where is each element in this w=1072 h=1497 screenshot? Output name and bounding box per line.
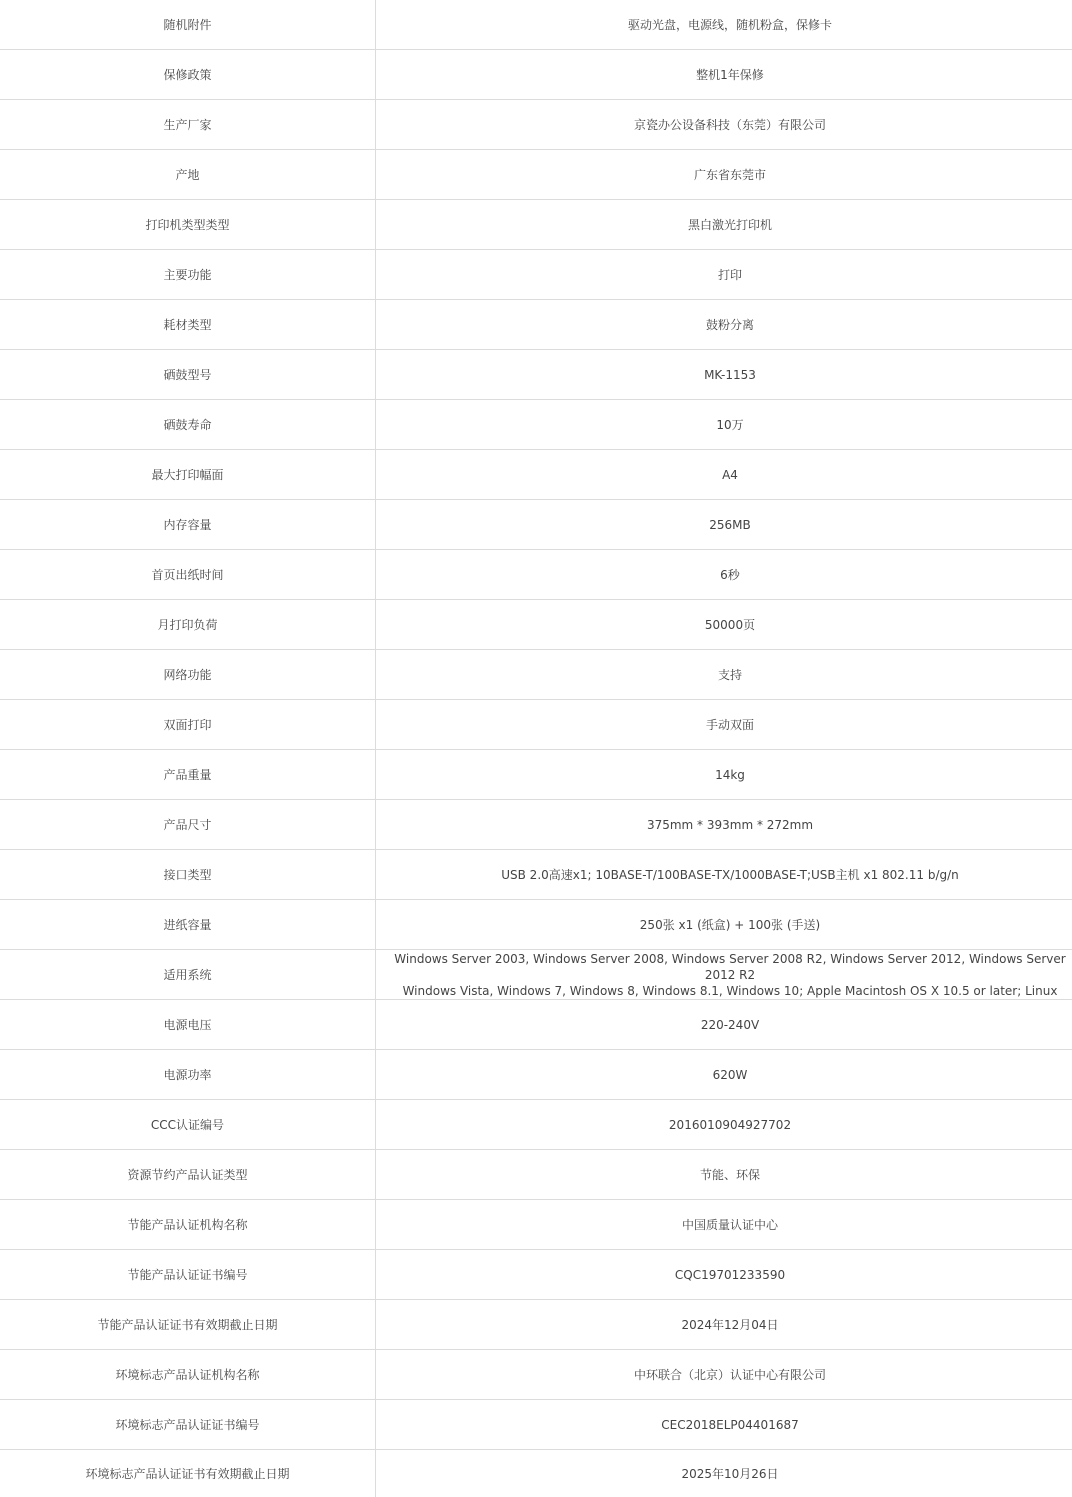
spec-value: 打印: [717, 267, 742, 282]
spec-row: [0, 900, 1072, 950]
spec-row: [0, 400, 1072, 450]
spec-row: [0, 750, 1072, 800]
spec-label: CCC认证编号: [0, 1100, 376, 1149]
spec-value: Windows Server 2003, Windows Server 2008, Windows Server 2008 R2, Windows Server 2012, Windows Server 2012 R2 Windows Vista, Windows 7, Windows 8, Windows 8.1, Windows 10; Apple Macintosh OS X 10.5 or later; Linux: [394, 951, 1066, 998]
spec-label: 硒鼓寿命: [0, 400, 376, 449]
spec-label: 资源节约产品认证类型: [0, 1150, 376, 1199]
spec-value: 整机1年保修: [696, 67, 764, 82]
spec-row: [0, 1000, 1072, 1050]
spec-row: [0, 1400, 1072, 1450]
spec-row: [0, 700, 1072, 750]
spec-label: 主要功能: [0, 250, 376, 299]
spec-label: 电源功率: [0, 1050, 376, 1099]
spec-value: 广东省东莞市: [693, 167, 766, 182]
spec-row: [0, 1200, 1072, 1250]
spec-label: 硒鼓型号: [0, 350, 376, 399]
spec-value: 黑白激光打印机: [687, 217, 772, 232]
spec-label: 节能产品认证证书有效期截止日期: [0, 1300, 376, 1349]
spec-row: [0, 150, 1072, 200]
spec-value: 50000页: [704, 617, 756, 632]
spec-value: CQC19701233590: [674, 1267, 786, 1282]
spec-label: 耗材类型: [0, 300, 376, 349]
spec-label: 环境标志产品认证证书编号: [0, 1400, 376, 1449]
spec-row: [0, 650, 1072, 700]
spec-row: [0, 1050, 1072, 1100]
spec-row: [0, 550, 1072, 600]
spec-value: 6秒: [720, 567, 740, 582]
spec-value: 14kg: [715, 767, 745, 782]
spec-value: 2024年12月04日: [681, 1317, 779, 1332]
spec-row: [0, 350, 1072, 400]
spec-value: 鼓粉分离: [705, 317, 754, 332]
spec-label: 生产厂家: [0, 100, 376, 149]
spec-value: 京瓷办公设备科技（东莞）有限公司: [633, 117, 826, 132]
spec-row: [0, 850, 1072, 900]
spec-label: 进纸容量: [0, 900, 376, 949]
spec-value: 10万: [716, 417, 744, 432]
spec-label: 环境标志产品认证机构名称: [0, 1350, 376, 1399]
spec-label: 内存容量: [0, 500, 376, 549]
spec-label: 双面打印: [0, 700, 376, 749]
spec-row: [0, 300, 1072, 350]
spec-value: 支持: [717, 667, 742, 682]
spec-label: 月打印负荷: [0, 600, 376, 649]
spec-value: 250张 x1 (纸盒) + 100张 (手送): [639, 917, 821, 932]
spec-value: 中环联合（北京）认证中心有限公司: [633, 1367, 826, 1382]
spec-value: 驱动光盘，电源线，随机粉盒，保修卡: [627, 17, 832, 32]
spec-row: [0, 0, 1072, 50]
spec-value: A4: [722, 467, 738, 482]
spec-label: 随机附件: [0, 0, 376, 49]
spec-label: 接口类型: [0, 850, 376, 899]
spec-label: 节能产品认证机构名称: [0, 1200, 376, 1249]
spec-row: [0, 1250, 1072, 1300]
spec-value: CEC2018ELP04401687: [661, 1417, 799, 1432]
spec-value: 256MB: [709, 517, 751, 532]
spec-label: 最大打印幅面: [0, 450, 376, 499]
spec-label: 产品尺寸: [0, 800, 376, 849]
spec-row: [0, 450, 1072, 500]
spec-label: 节能产品认证证书编号: [0, 1250, 376, 1299]
spec-row: [0, 500, 1072, 550]
spec-label: 打印机类型类型: [0, 200, 376, 249]
spec-value: 节能、环保: [699, 1167, 760, 1182]
spec-row: [0, 250, 1072, 300]
spec-value: MK-1153: [704, 367, 756, 382]
spec-row: [0, 200, 1072, 250]
spec-value: 中国质量认证中心: [681, 1217, 778, 1232]
spec-row: [0, 100, 1072, 150]
spec-row: [0, 1300, 1072, 1350]
spec-value: 375mm * 393mm * 272mm: [646, 817, 814, 832]
spec-value: 620W: [712, 1067, 748, 1082]
spec-label: 首页出纸时间: [0, 550, 376, 599]
spec-row: [0, 1450, 1072, 1497]
spec-row: [0, 950, 1072, 1000]
spec-row: [0, 1100, 1072, 1150]
spec-row: [0, 1350, 1072, 1400]
spec-row: [0, 50, 1072, 100]
spec-label: 网络功能: [0, 650, 376, 699]
spec-label: 环境标志产品认证证书有效期截止日期: [0, 1450, 376, 1497]
spec-value: 2016010904927702: [668, 1117, 792, 1132]
spec-row: [0, 600, 1072, 650]
spec-label: 保修政策: [0, 50, 376, 99]
spec-row: [0, 1150, 1072, 1200]
spec-value: 220-240V: [700, 1017, 760, 1032]
spec-value: USB 2.0高速x1; 10BASE-T/100BASE-TX/1000BASE-T;USB主机 x1 802.11 b/g/n: [501, 867, 959, 882]
spec-row: [0, 800, 1072, 850]
spec-label: 产地: [0, 150, 376, 199]
spec-label: 产品重量: [0, 750, 376, 799]
spec-label: 适用系统: [0, 950, 376, 999]
spec-value: 手动双面: [705, 717, 754, 732]
spec-label: 电源电压: [0, 1000, 376, 1049]
spec-value: 2025年10月26日: [681, 1466, 779, 1481]
